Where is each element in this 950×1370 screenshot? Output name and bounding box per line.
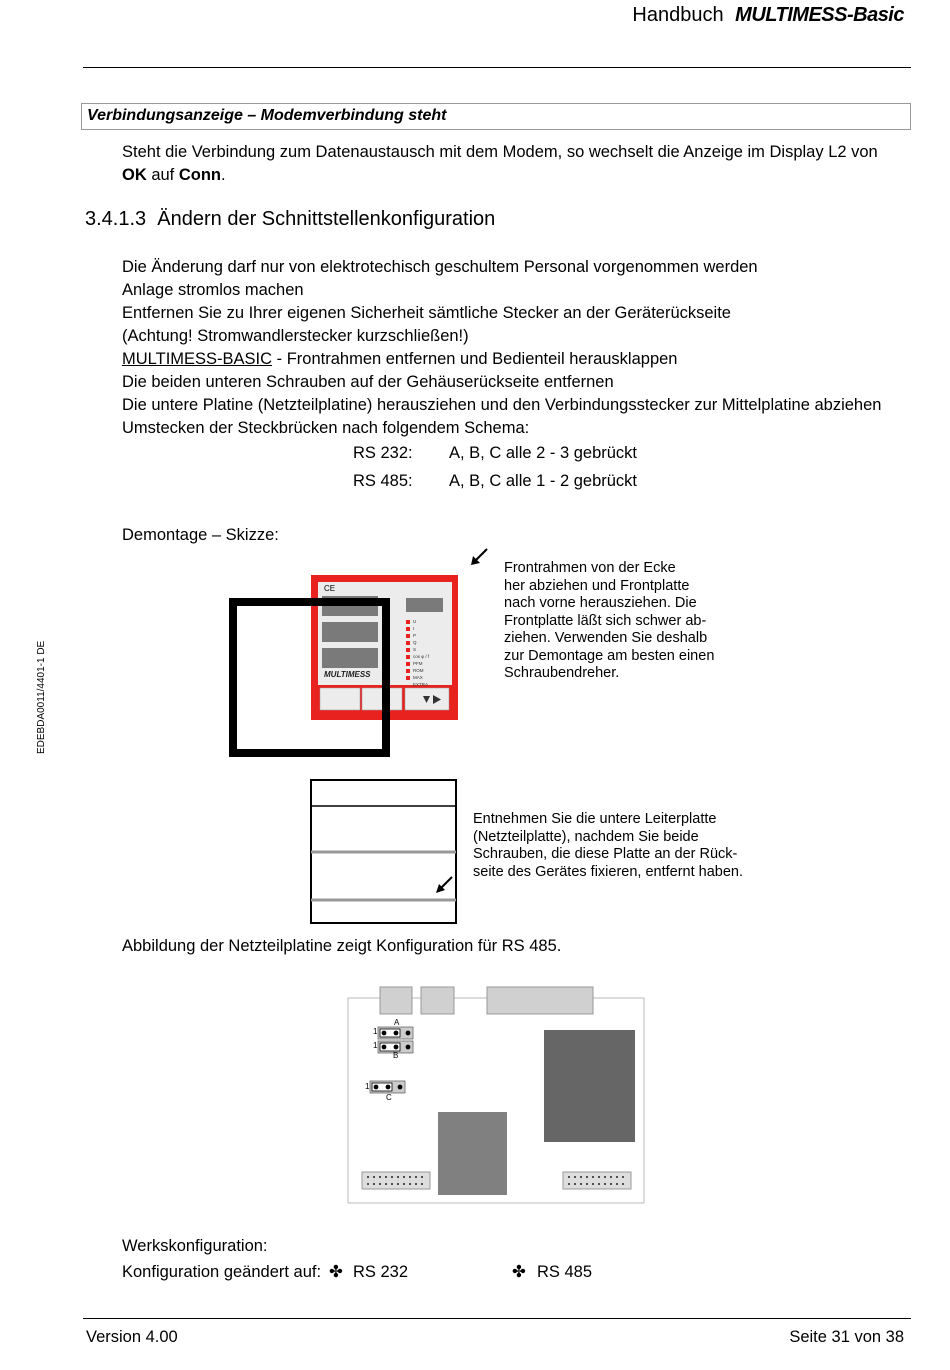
note-line: Schrauben, die diese Platte an der Rück- [473, 846, 738, 862]
figure-caption: Abbildung der Netzteilplatine zeigt Konfiguration für RS 485. [122, 937, 562, 955]
box-heading-text: Verbindungsanzeige – Modemverbindung steht [87, 107, 447, 124]
ok-text: OK [122, 166, 147, 184]
sketch-label: Demontage – Skizze: [122, 526, 279, 544]
multimess-basic-link: MULTIMESS-BASIC [122, 350, 273, 368]
note-circuit-board [473, 811, 743, 881]
step-item: Die untere Platine (Netzteilplatine) herausziehen und den Verbindungsstecker zur Mittelplatine abziehen [122, 396, 882, 414]
note-line: her abziehen und Frontplatte [504, 577, 690, 594]
header-prefix: Handbuch [632, 4, 724, 26]
footer-version: Version 4.00 [86, 1328, 178, 1346]
note-line: Frontplatte läßt sich schwer ab- [504, 612, 707, 629]
header-brand: MULTIMESS-Basic [735, 4, 904, 26]
arrow-icon [471, 549, 487, 565]
rs485-option-icon[interactable]: ✤ [512, 1263, 526, 1281]
note-line: (Netzteilplatte), nachdem Sie beide [473, 828, 699, 845]
note-line: ziehen. Verwenden Sie deshalb [504, 630, 708, 646]
rs485-option-label: RS 485 [537, 1263, 593, 1281]
led-label: S [413, 647, 417, 652]
pin-1-label: 1 [373, 1027, 378, 1036]
note-line: Schraubendreher. [504, 665, 620, 681]
note-front-frame [504, 560, 714, 683]
note-line: Frontrahmen von der Ecke [504, 560, 676, 576]
led-label: EXTRA [413, 682, 429, 687]
conn-text: Conn [178, 166, 222, 184]
ce-mark: CE [324, 584, 336, 593]
rs232-option-label: RS 232 [353, 1263, 409, 1281]
power-supply-board [348, 987, 644, 1203]
schema-rs232-label: RS 232: [353, 444, 413, 462]
step-item: Umstecken der Steckbrücken nach folgendem Schema: [122, 419, 530, 437]
pin-1-label: 1 [365, 1082, 370, 1091]
note-line: nach vorne herausziehen. Die [504, 595, 697, 611]
schema-rs485-value: A, B, C alle 1 - 2 gebrückt [449, 472, 638, 490]
led-label: ROM [413, 668, 424, 673]
step-item: Anlage stromlos machen [122, 281, 304, 299]
led-label: cos φ / f [413, 654, 430, 659]
period: . [221, 166, 226, 184]
note-line: seite des Gerätes fixieren, entfernt haben. [473, 863, 744, 880]
device-brand: MULTIMESS [324, 670, 371, 679]
step-item: Die beiden unteren Schrauben auf der Gehäuserückseite entfernen [122, 373, 614, 391]
pin-1-label: 1 [373, 1041, 378, 1050]
led-label: I [413, 626, 415, 631]
section-number: 3.4.1.3 [85, 208, 147, 230]
step-item: Die Änderung darf nur von elektrotechisch geschultem Personal vorgenommen werden [122, 258, 758, 276]
led-label: Q [413, 640, 417, 645]
schema-rs232-value: A, B, C alle 2 - 3 gebrückt [449, 444, 638, 462]
step-item-rest: - Frontrahmen entfernen und Bedienteil herausklappen [272, 350, 678, 368]
led-label: U [413, 619, 417, 624]
housing-drawing [311, 780, 456, 923]
device-led-labels [413, 618, 429, 688]
note-line: zur Demontage am besten einen [504, 647, 715, 664]
jumper-c-label: C [386, 1093, 392, 1102]
note-line: Entnehmen Sie die untere Leiterplatte [473, 811, 717, 827]
step-item: Entfernen Sie zu Ihrer eigenen Sicherheit sämtliche Stecker an der Geräterückseite [122, 304, 731, 322]
config-changed-label: Konfiguration geändert auf: [122, 1263, 322, 1281]
rs232-option-icon[interactable]: ✤ [329, 1263, 343, 1281]
led-label: P [413, 633, 417, 638]
factory-config-label: Werkskonfiguration: [122, 1237, 268, 1255]
led-label: MAX [413, 675, 423, 680]
section-title: Ändern der Schnittstellenkonfiguration [157, 208, 496, 230]
jumper-a-label: A [394, 1018, 400, 1027]
auf-text: auf [146, 166, 179, 184]
schema-rs485-label: RS 485: [353, 472, 413, 490]
step-item: (Achtung! Stromwandlerstecker kurzschließen!) [122, 327, 469, 345]
footer-rule [83, 1318, 911, 1319]
jumper-b-label: B [393, 1051, 399, 1060]
footer-page-number: Seite 31 von 38 [789, 1328, 904, 1346]
document-code: EDEBDA0011/4401-1 DE [36, 640, 47, 754]
led-label: PFM [413, 661, 423, 666]
intro-line: Steht die Verbindung zum Datenaustausch mit dem Modem, so wechselt die Anzeige im Display L2 von [122, 143, 878, 161]
